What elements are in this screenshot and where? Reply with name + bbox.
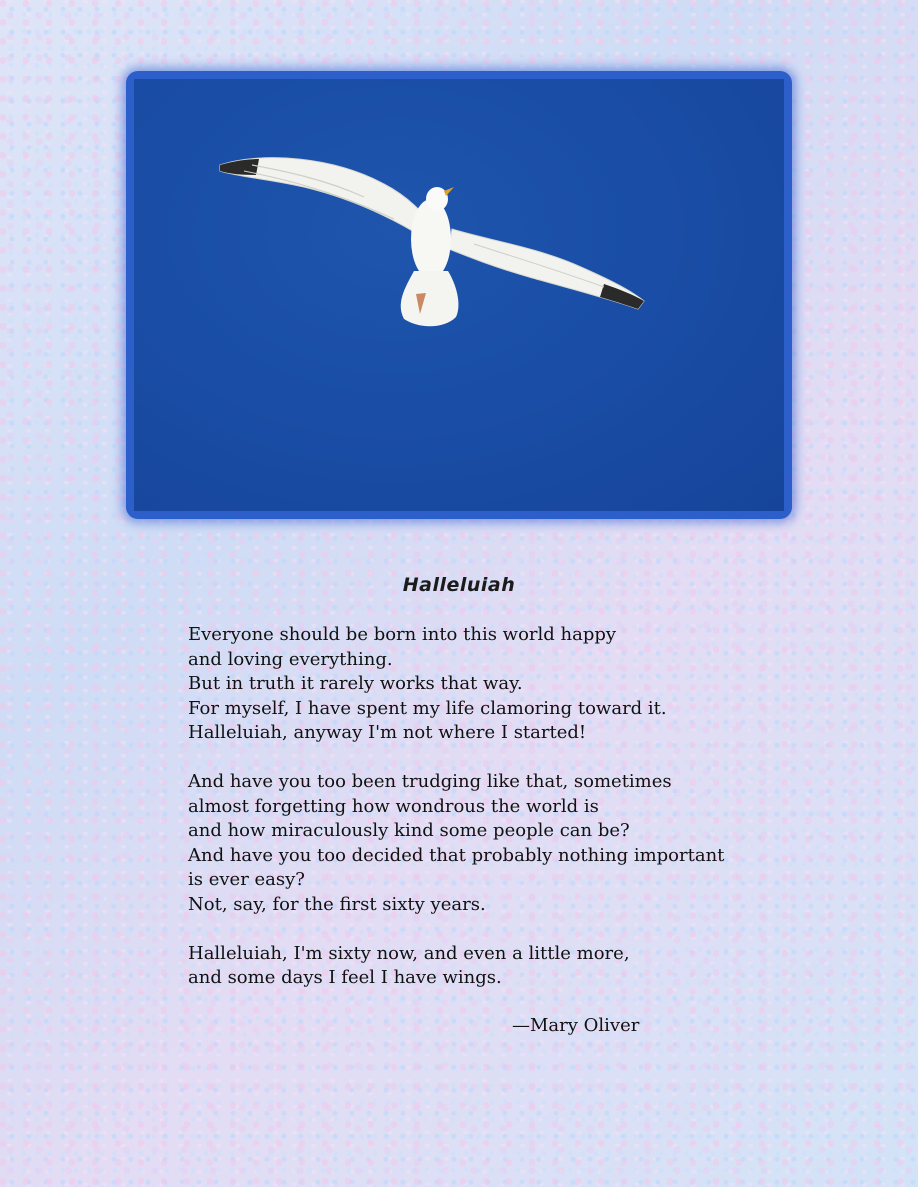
poem-line: And have you too decided that probably nothing important: [188, 844, 725, 866]
poem-body: [188, 623, 788, 1015]
stanza: [188, 942, 788, 991]
poem-line: But in truth it rarely works that way.: [188, 673, 523, 694]
poem-author: —Mary Oliver: [512, 1015, 640, 1036]
poem-line: Halleluiah, anyway I'm not where I started!: [188, 722, 587, 743]
photo-frame: [126, 71, 792, 519]
poem-line: For myself, I have spent my life clamoring toward it.: [188, 697, 667, 719]
poem-line: and how miraculously kind some people can be?: [188, 820, 630, 841]
poem-line: almost forgetting how wondrous the world is: [188, 795, 599, 817]
poem-line: And have you too been trudging like that, sometimes: [188, 771, 672, 792]
stanza: [188, 623, 788, 746]
seagull-icon: [134, 79, 784, 511]
poem-line: Halleluiah, I'm sixty now, and even a little more,: [188, 942, 630, 964]
poem-line: and loving everything.: [188, 648, 393, 670]
poem-line: Everyone should be born into this world happy: [188, 624, 617, 645]
seagull-photo: [134, 79, 784, 511]
poem-line: and some days I feel I have wings.: [188, 967, 502, 988]
poem-title: Halleluiah: [402, 574, 516, 596]
poem-line: is ever easy?: [188, 869, 305, 890]
stanza: [188, 770, 788, 917]
poem-line: Not, say, for the first sixty years.: [188, 893, 486, 915]
